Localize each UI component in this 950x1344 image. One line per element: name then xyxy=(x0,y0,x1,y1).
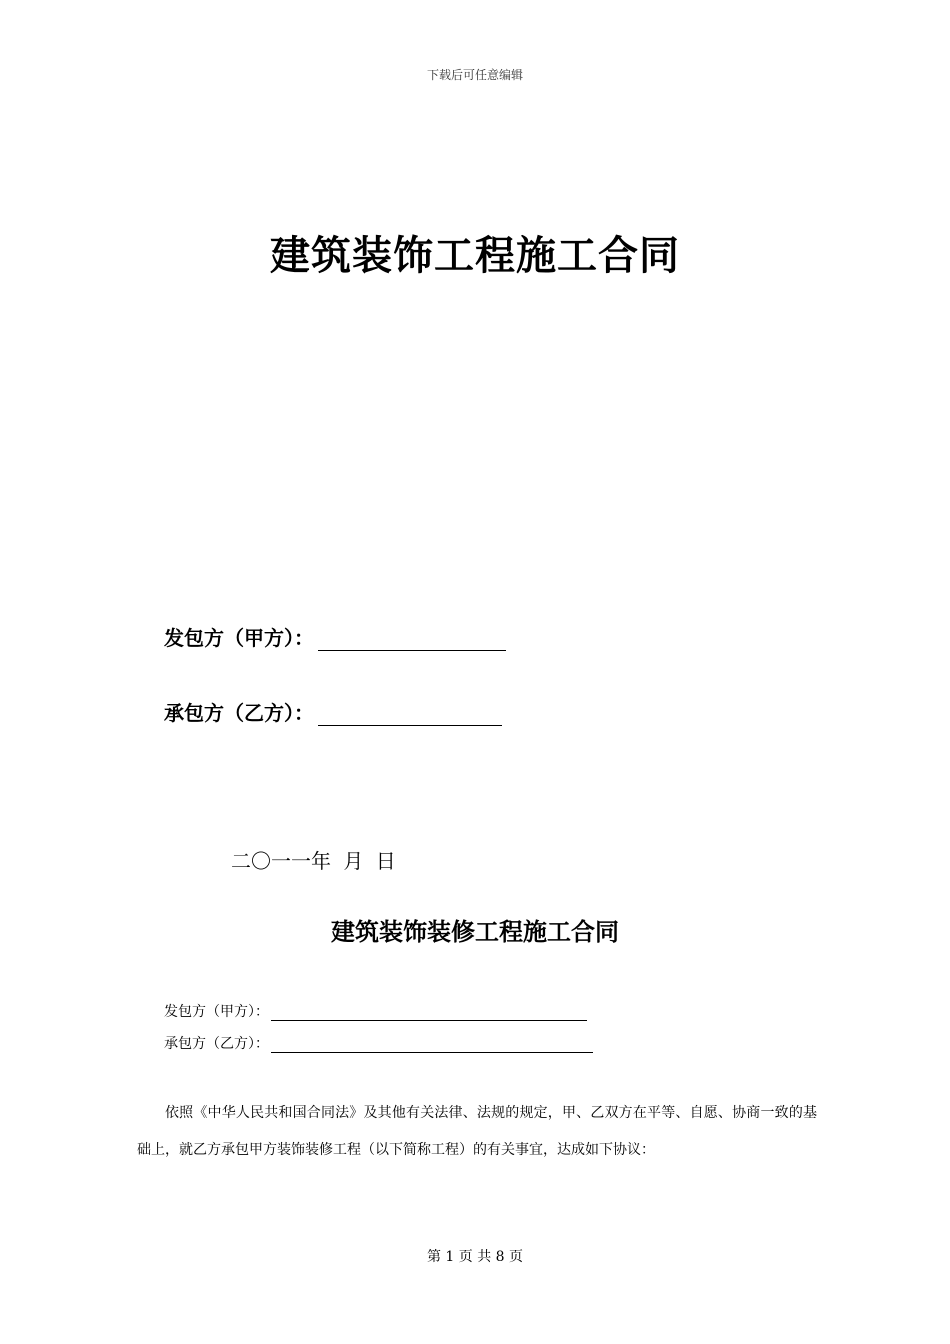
intro-paragraph: 依照《中华人民共和国合同法》及其他有关法律、法规的规定，甲、乙双方在平等、自愿、协商一致的基础上，就乙方承包甲方装饰装修工程（以下简称工程）的有关事宜，达成如下协议： xyxy=(137,1105,817,1158)
cover-party-b-blank[interactable] xyxy=(318,705,502,726)
contract-party-a-label: 发包方（甲方）： xyxy=(164,1004,269,1020)
header-note: 下载后可任意编辑 xyxy=(426,68,523,82)
cover-date: 二〇一一年 月 日 xyxy=(231,849,396,873)
contract-party-a-blank[interactable] xyxy=(271,1006,587,1021)
cover-party-b-label: 承包方（乙方）： xyxy=(164,701,314,725)
contract-sub-title: 建筑装饰装修工程施工合同 xyxy=(331,917,619,946)
contract-party-a xyxy=(164,1001,587,1021)
main-title: 建筑装饰工程施工合同 xyxy=(270,232,680,279)
cover-party-a-blank[interactable] xyxy=(318,630,506,651)
cover-party-b xyxy=(164,697,502,726)
cover-party-a-label: 发包方（甲方）： xyxy=(164,626,314,650)
contract-party-b-blank[interactable] xyxy=(271,1038,593,1053)
page-footer: 第 1 页 共 8 页 xyxy=(426,1249,524,1265)
cover-party-a xyxy=(164,622,506,651)
contract-party-b xyxy=(164,1033,593,1053)
contract-party-b-label: 承包方（乙方）： xyxy=(164,1036,269,1052)
